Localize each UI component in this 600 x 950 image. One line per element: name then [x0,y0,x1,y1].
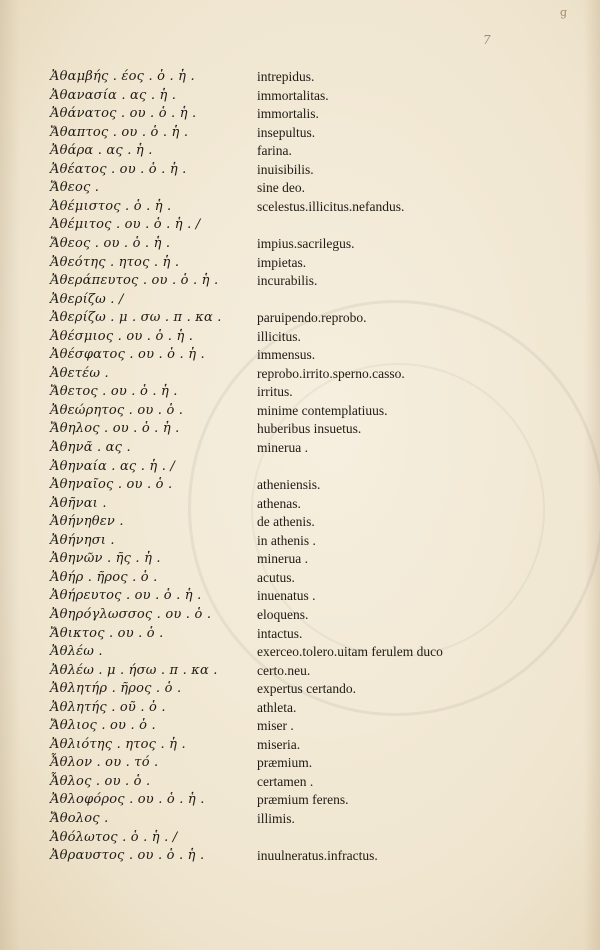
latin-gloss: impius.sacrilegus. [257,235,355,251]
latin-gloss: minime contemplatiuus. [257,402,388,418]
latin-gloss: farina. [257,143,292,159]
dictionary-entry [0,309,600,328]
greek-headword: Ἄθικτος . ου . ὁ . [50,625,164,641]
dictionary-entry [0,476,600,495]
greek-headword: Ἀθηναία . ας . ἡ . / [50,458,175,474]
greek-headword: Ἀθλέω . μ . ήσω . π . κα . [50,662,218,678]
greek-headword: Ἀθέατος . ου . ὁ . ἡ . [50,161,187,177]
dictionary-entry [0,680,600,699]
dictionary-entry [0,402,600,421]
dictionary-entry [0,532,600,551]
greek-headword: Ἀθαμβής . έος . ὁ . ἡ . [50,69,195,84]
latin-gloss: acutus. [257,569,295,585]
latin-gloss: inuisibilis. [257,161,314,177]
latin-gloss: incurabilis. [257,273,318,289]
dictionary-entry [0,365,600,384]
greek-headword: Ἀθέσμιος . ου . ὁ . ἡ . [50,328,194,344]
greek-headword: Ἄθετος . ου . ὁ . ἡ . [50,384,178,400]
greek-headword: Ἀθραυστος . ου . ὁ . ἡ . [50,848,205,864]
greek-headword: Ἀθέμιστος . ὁ . ἡ . [50,198,172,214]
greek-headword: Ἀθανασία . ας . ἡ . [50,87,177,103]
dictionary-entry [0,142,600,161]
latin-gloss: immortalitas. [257,87,329,103]
greek-headword: Ἄθηλος . ου . ὁ . ἡ . [50,421,180,437]
dictionary-entry [0,458,600,477]
latin-gloss: paruipendo.reprobo. [257,310,367,326]
dictionary-entry [0,254,600,273]
greek-headword: Ἄθεος . [50,180,100,196]
latin-gloss: illimis. [257,811,295,826]
dictionary-entry [0,161,600,180]
latin-gloss: præmium ferens. [257,792,349,808]
latin-gloss: expertus certando. [257,681,356,697]
latin-gloss: eloquens. [257,606,309,622]
dictionary-entry [0,179,600,198]
greek-headword: Ἀθήρευτος . ου . ὁ . ἡ . [50,588,202,604]
greek-headword: Ἀθάρα . ας . ἡ . [50,143,153,159]
greek-headword: Ἀθλοφόρος . ου . ὁ . ἡ . [50,792,205,808]
dictionary-entry [0,68,600,87]
greek-headword: Ἀθλητής . οῦ . ὁ . [50,699,166,715]
greek-headword: Ἄθαπτος . ου . ὁ . ἡ . [50,124,189,140]
dictionary-entry [0,847,600,866]
latin-gloss: minerua . [257,551,308,567]
dictionary-entry [0,717,600,736]
greek-headword: Ἀθετέω . [50,365,109,381]
greek-headword: Ἀθεράπευτος . ου . ὁ . ἡ . [50,273,219,289]
dictionary-entry [0,810,600,829]
greek-headword: Ἄθολος . [50,811,109,826]
greek-headword: Ἀθήνησι . [50,532,115,548]
dictionary-entry [0,216,600,235]
greek-headword: Ἀθερίζω . / [50,291,124,307]
latin-gloss: huberibus insuetus. [257,421,362,437]
greek-headword: Ἀθόλωτος . ὁ . ἡ . / [50,829,178,845]
latin-gloss: miseria. [257,736,301,752]
dictionary-entry [0,791,600,810]
dictionary-entry [0,105,600,124]
dictionary-entry [0,587,600,606]
dictionary-entry [0,699,600,718]
dictionary-entry [0,606,600,625]
dictionary-entry [0,829,600,848]
dictionary-entry [0,550,600,569]
greek-headword: Ἀθεώρητος . ου . ὁ . [50,402,184,418]
greek-headword: Ἀθῆναι . [50,495,107,511]
greek-headword: Ἀθάνατος . ου . ὁ . ἡ . [50,106,197,122]
greek-headword: Ἀθλητήρ . ῆρος . ὁ . [50,681,182,697]
latin-gloss: miser . [257,718,294,734]
latin-gloss: inuulneratus.infractus. [257,848,378,864]
dictionary-entry [0,625,600,644]
greek-headword: Ἀθερίζω . μ . σω . π . κα . [50,310,222,326]
latin-gloss: atheniensis. [257,477,321,493]
greek-headword: Ἆθλον . ου . τό . [50,755,159,771]
latin-gloss: sine deo. [257,180,305,196]
greek-headword: Ἆθλος . ου . ὁ . [50,773,151,789]
latin-gloss: athenas. [257,495,301,511]
dictionary-entry [0,495,600,514]
latin-gloss: exerceo.tolero.uitam ferulem duco [257,644,443,660]
latin-gloss: insepultus. [257,124,316,140]
latin-gloss: illicitus. [257,328,301,344]
dictionary-entry [0,754,600,773]
latin-gloss: minerua . [257,440,308,455]
latin-gloss: inuenatus . [257,588,316,604]
greek-headword: Ἀθλιότης . ητος . ἡ . [50,736,186,752]
dictionary-entry [0,235,600,254]
dictionary-entry [0,383,600,402]
dictionary-entry [0,662,600,681]
dictionary-entry [0,198,600,217]
greek-headword: Ἀθήνηθεν . [50,514,124,530]
greek-headword: Ἄθλιος . ου . ὁ . [50,718,156,734]
dictionary-entry [0,420,600,439]
latin-gloss: athleta. [257,699,297,715]
latin-gloss: de athenis. [257,514,315,530]
greek-headword: Ἀθεότης . ητος . ἡ . [50,254,180,270]
latin-gloss: scelestus.illicitus.nefandus. [257,198,405,214]
latin-gloss: certamen . [257,773,314,789]
greek-headword: Ἀθηρόγλωσσος . ου . ὁ . [50,606,212,622]
greek-headword: Ἀθέμιτος . ου . ὁ . ἡ . / [50,217,201,233]
dictionary-entry [0,124,600,143]
latin-gloss: in athenis . [257,532,316,548]
dictionary-entry [0,439,600,458]
greek-headword: Ἀθηνῶν . ῆς . ἡ . [50,551,161,567]
dictionary-entry [0,643,600,662]
dictionary-entry [0,513,600,532]
latin-gloss: præmium. [257,755,313,771]
latin-gloss: impietas. [257,254,307,270]
latin-gloss: irritus. [257,384,293,400]
latin-gloss: reprobo.irrito.sperno.casso. [257,365,405,381]
dictionary-entry [0,87,600,106]
greek-headword: Ἀθήρ . ῆρος . ὁ . [50,569,158,585]
dictionary-entry [0,291,600,310]
greek-headword: Ἀθηναῖος . ου . ὁ . [50,477,173,493]
greek-headword: Ἄθεος . ου . ὁ . ἡ . [50,235,171,251]
latin-gloss: immensus. [257,347,316,363]
latin-gloss: immortalis. [257,106,319,122]
greek-headword: Ἀθλέω . [50,644,103,660]
dictionary-entry [0,272,600,291]
latin-gloss: certo.neu. [257,662,311,678]
dictionary-entry [0,328,600,347]
greek-headword: Ἀθέσφατος . ου . ὁ . ἡ . [50,347,205,363]
latin-gloss: intactus. [257,625,303,641]
folio-number: 7 [483,33,491,47]
dictionary-entry [0,736,600,755]
latin-gloss: intrepidus. [257,69,315,84]
dictionary-entry [0,569,600,588]
dictionary-entry [0,773,600,792]
corner-mark: ɡ [560,6,568,19]
greek-headword: Ἀθηνᾶ . ας . [50,440,131,455]
dictionary-entry [0,346,600,365]
